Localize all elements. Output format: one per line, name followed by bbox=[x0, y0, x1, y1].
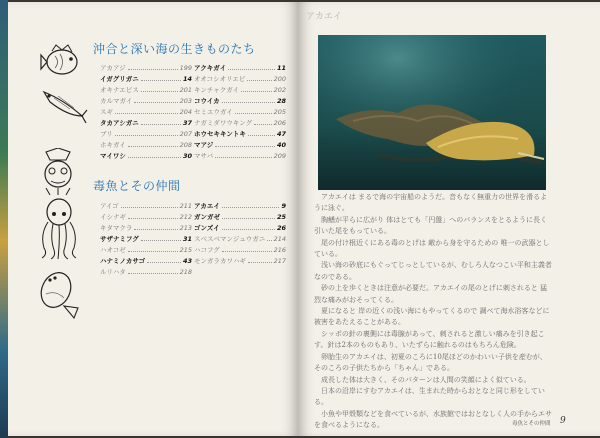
toc-entry-page: 202 bbox=[273, 86, 286, 94]
toc-leader-dots bbox=[134, 97, 177, 103]
toc-entry-page: 214 bbox=[273, 235, 286, 243]
toc-entry bbox=[194, 246, 286, 254]
toc-entry-name: ナガミダワウキング bbox=[194, 119, 253, 127]
toc-entry-name: アクキガイ bbox=[194, 64, 227, 72]
toc-leader-dots bbox=[222, 224, 275, 230]
toc-entry-name: マイワシ bbox=[100, 152, 126, 160]
toc-entry-page: 199 bbox=[179, 64, 192, 72]
toc-entry-name: スギ bbox=[100, 108, 113, 116]
toc-entry-page: 26 bbox=[276, 224, 286, 232]
toc-leader-dots bbox=[248, 257, 272, 263]
toc-entry bbox=[100, 141, 192, 149]
toc-leader-dots bbox=[141, 235, 181, 241]
octopus-illustration-icon bbox=[36, 198, 82, 260]
toc-entry bbox=[100, 75, 192, 83]
toc-entry bbox=[100, 97, 192, 105]
toc-entry-page: 206 bbox=[273, 119, 286, 127]
toc-entry bbox=[100, 224, 192, 232]
toc-entry-page: 37 bbox=[182, 119, 192, 127]
toc-entry-name: アイゴ bbox=[100, 202, 119, 210]
page-number: 9 bbox=[560, 416, 566, 426]
toc-entry bbox=[194, 86, 286, 94]
toc-leader-dots bbox=[247, 75, 271, 81]
toc-entry-name: セミエウガイ bbox=[194, 108, 233, 116]
stingray-photo bbox=[318, 35, 546, 190]
toc-entry bbox=[100, 64, 192, 72]
toc-leader-dots bbox=[128, 246, 178, 252]
toc-entry-page: 43 bbox=[182, 257, 192, 265]
toc-leader-dots bbox=[222, 213, 275, 219]
toc-entry bbox=[100, 246, 192, 254]
toc-entry bbox=[194, 75, 286, 83]
toc-entry bbox=[100, 119, 192, 127]
toc-entry-page: 215 bbox=[179, 246, 192, 254]
toc-entry-name: ルリハタ bbox=[100, 268, 126, 276]
toc-entry bbox=[100, 130, 192, 138]
toc-entry-page: 14 bbox=[182, 75, 192, 83]
toc-entry bbox=[194, 97, 286, 105]
mask-fish-illustration-icon bbox=[36, 148, 80, 196]
article-paragraph: 胸鰭が平らに広がり 体はとても「円盤」へのバランスをとるように長く引いた尾をもっている。 bbox=[314, 215, 548, 236]
toc-entry bbox=[194, 257, 286, 265]
toc-entry-name: タカアシガニ bbox=[100, 119, 139, 127]
toc-entry-page: 40 bbox=[276, 141, 286, 149]
section-title-poisonous-fish: 毒魚とその仲間 bbox=[93, 179, 181, 193]
toc-entry-page: 11 bbox=[276, 64, 286, 72]
toc-leader-dots bbox=[128, 152, 181, 158]
toc-entry-name: キンチャクガイ bbox=[194, 86, 240, 94]
toc-entry-page: 208 bbox=[179, 141, 192, 149]
toc-entry-name: マサバ bbox=[194, 152, 214, 160]
toc-entry-name: オキナエビス bbox=[100, 86, 139, 94]
toc-entry-name: ブリ bbox=[100, 130, 113, 138]
article-paragraph: 日本の沿岸にすむアカエイは、生まれた時からおとなと同じ形をしている。 bbox=[314, 386, 545, 407]
toc-leader-dots bbox=[241, 86, 272, 92]
toc-entry bbox=[100, 152, 192, 160]
toc-entry-page: 30 bbox=[182, 152, 192, 160]
toc-entry-page: 213 bbox=[179, 224, 192, 232]
toc-entry bbox=[194, 64, 286, 72]
toc-entry bbox=[100, 86, 192, 94]
toc-entry-page: 200 bbox=[273, 75, 286, 83]
toc-entry-name: ハコフグ bbox=[194, 246, 220, 254]
toc-leader-dots bbox=[215, 152, 271, 158]
article-paragraph: 小魚や甲殻類などを食べているが、水族館ではおとなしく人の手からエサを食べるようになる。 bbox=[314, 409, 552, 430]
flatfish-illustration-icon bbox=[36, 268, 80, 320]
toc-entry-page: 203 bbox=[179, 97, 192, 105]
toc-entry bbox=[194, 224, 286, 232]
toc-entry-page: 217 bbox=[273, 257, 286, 265]
toc-entry-name: キタマクラ bbox=[100, 224, 133, 232]
toc-entry bbox=[194, 202, 286, 210]
footer-section-label: 毒魚とその仲間 bbox=[512, 421, 551, 427]
toc-entry-name: ホウセキキントキ bbox=[194, 130, 246, 138]
toc-entry-name: ガンガゼ bbox=[194, 213, 220, 221]
toc-leader-dots bbox=[134, 224, 177, 230]
article-paragraph: 卵胎生のアカエイは、初夏のころに10尾ほどのかわいい子供を産むが、そのころの子供たちから「ちゃん」である。 bbox=[314, 352, 547, 373]
toc-entry bbox=[194, 152, 286, 160]
article-paragraph: 浅い海の砂底にもぐってじっとしているが、むしろ人なつこい平和主義者なのである。 bbox=[314, 261, 552, 281]
mackerel-illustration-icon bbox=[40, 86, 88, 126]
toc-entry bbox=[194, 108, 286, 116]
toc-entry-name: ゴンズイ bbox=[194, 224, 220, 232]
toc-entry-page: 47 bbox=[276, 130, 286, 138]
toc-leader-dots bbox=[222, 246, 272, 252]
toc-entry-page: 9 bbox=[281, 202, 286, 210]
toc-entry-page: 201 bbox=[179, 86, 192, 94]
article-paragraph: 尾の付け根近くにある毒のとげは 敵から身を守るための 唯一の武器としている。 bbox=[314, 238, 550, 259]
toc-entry-page: 212 bbox=[179, 213, 192, 221]
toc-entry-name: ハオコゼ bbox=[100, 246, 126, 254]
article-paragraph: 砂の上を歩くときは注意が必要だ。アカエイの尾のとげに刺されると 猛烈な痛みがおそってくる。 bbox=[314, 284, 548, 304]
toc-entry bbox=[194, 235, 286, 243]
toc-leader-dots bbox=[222, 202, 280, 208]
toc-entry-name: イガグリガニ bbox=[100, 75, 139, 83]
toc-entry bbox=[194, 213, 286, 221]
toc-entry-name: コウイカ bbox=[194, 97, 220, 105]
adjacent-page-edge bbox=[0, 0, 8, 438]
toc-entry-name: オオコシオリエビ bbox=[194, 75, 246, 83]
toc-entry-name: カルマガイ bbox=[100, 97, 133, 105]
article-paragraph: 成長した体は大きく、そのパターンは人間の笑顔によく似ている。 bbox=[321, 375, 531, 384]
toc-entry-name: アカエイ bbox=[194, 202, 220, 210]
toc-entry-name: ハナミノカサゴ bbox=[100, 257, 146, 265]
toc-entry-page: 209 bbox=[273, 152, 286, 160]
toc-entry-name: サザナミフグ bbox=[100, 235, 139, 243]
toc-entry bbox=[194, 119, 286, 127]
toc-entry-name: イシナギ bbox=[100, 213, 126, 221]
toc-leader-dots bbox=[115, 108, 178, 114]
toc-leader-dots bbox=[115, 130, 178, 136]
page-header: アカエイ bbox=[306, 12, 342, 22]
toc-leader-dots bbox=[128, 141, 178, 147]
toc-entry-page: 25 bbox=[276, 213, 286, 221]
toc-entry bbox=[100, 235, 192, 243]
toc-leader-dots bbox=[215, 141, 275, 147]
toc-leader-dots bbox=[147, 257, 181, 263]
article-paragraph: 夏になると 岸の近くの浅い海にもやってくるので 調べて海水浴客などに被害をあたえることがある。 bbox=[314, 307, 550, 327]
toc-entry-name: ホキガイ bbox=[100, 141, 126, 149]
article-body bbox=[314, 192, 552, 432]
toc-leader-dots bbox=[121, 202, 178, 208]
toc-leader-dots bbox=[128, 213, 178, 219]
toc-entry-name: アカアジ bbox=[100, 64, 126, 72]
toc-entry-name: マアジ bbox=[194, 141, 214, 149]
toc-leader-dots bbox=[128, 268, 178, 274]
article-paragraph: シッポの針の裏側には毒腺があって、刺されると激しい痛みを引き起こす。針は2本のものもあり、いたずらに触れるのはもちろん危険。 bbox=[314, 329, 545, 350]
toc-entry bbox=[100, 202, 192, 210]
toc-leader-dots bbox=[235, 108, 272, 114]
toc-entry-page: 204 bbox=[179, 108, 192, 116]
toc-entry bbox=[100, 108, 192, 116]
toc-leader-dots bbox=[267, 235, 271, 241]
toc-entry-page: 31 bbox=[182, 235, 192, 243]
toc-entry-page: 205 bbox=[273, 108, 286, 116]
toc-entry-page: 218 bbox=[179, 268, 192, 276]
fish-illustration-icon bbox=[40, 42, 80, 80]
toc-entry bbox=[100, 268, 192, 276]
toc-entry-page: 211 bbox=[179, 202, 192, 210]
toc-entry bbox=[100, 213, 192, 221]
toc-entry bbox=[100, 257, 192, 265]
section-title-offshore-deep-sea: 沖合と深い海の生きものたち bbox=[93, 42, 256, 56]
toc-leader-dots bbox=[141, 75, 181, 81]
toc-entry bbox=[194, 141, 286, 149]
toc-leader-dots bbox=[228, 64, 275, 70]
toc-entry-page: 216 bbox=[273, 246, 286, 254]
article-paragraph: アカエイは まるで海の宇宙船のようだ。音もなく無重力の世界を滑るように泳ぐ。 bbox=[314, 193, 548, 213]
toc-leader-dots bbox=[254, 119, 271, 125]
toc-leader-dots bbox=[141, 86, 178, 92]
toc-leader-dots bbox=[128, 64, 178, 70]
toc-entry-page: 207 bbox=[179, 130, 192, 138]
toc-entry-name: スベスベマンジュウガニ bbox=[194, 235, 266, 243]
toc-entry-name: モンガラカワハギ bbox=[194, 257, 246, 265]
toc-entry-page: 28 bbox=[276, 97, 286, 105]
toc-leader-dots bbox=[222, 97, 275, 103]
toc-leader-dots bbox=[248, 130, 275, 136]
toc-entry bbox=[194, 130, 286, 138]
toc-leader-dots bbox=[141, 119, 181, 125]
